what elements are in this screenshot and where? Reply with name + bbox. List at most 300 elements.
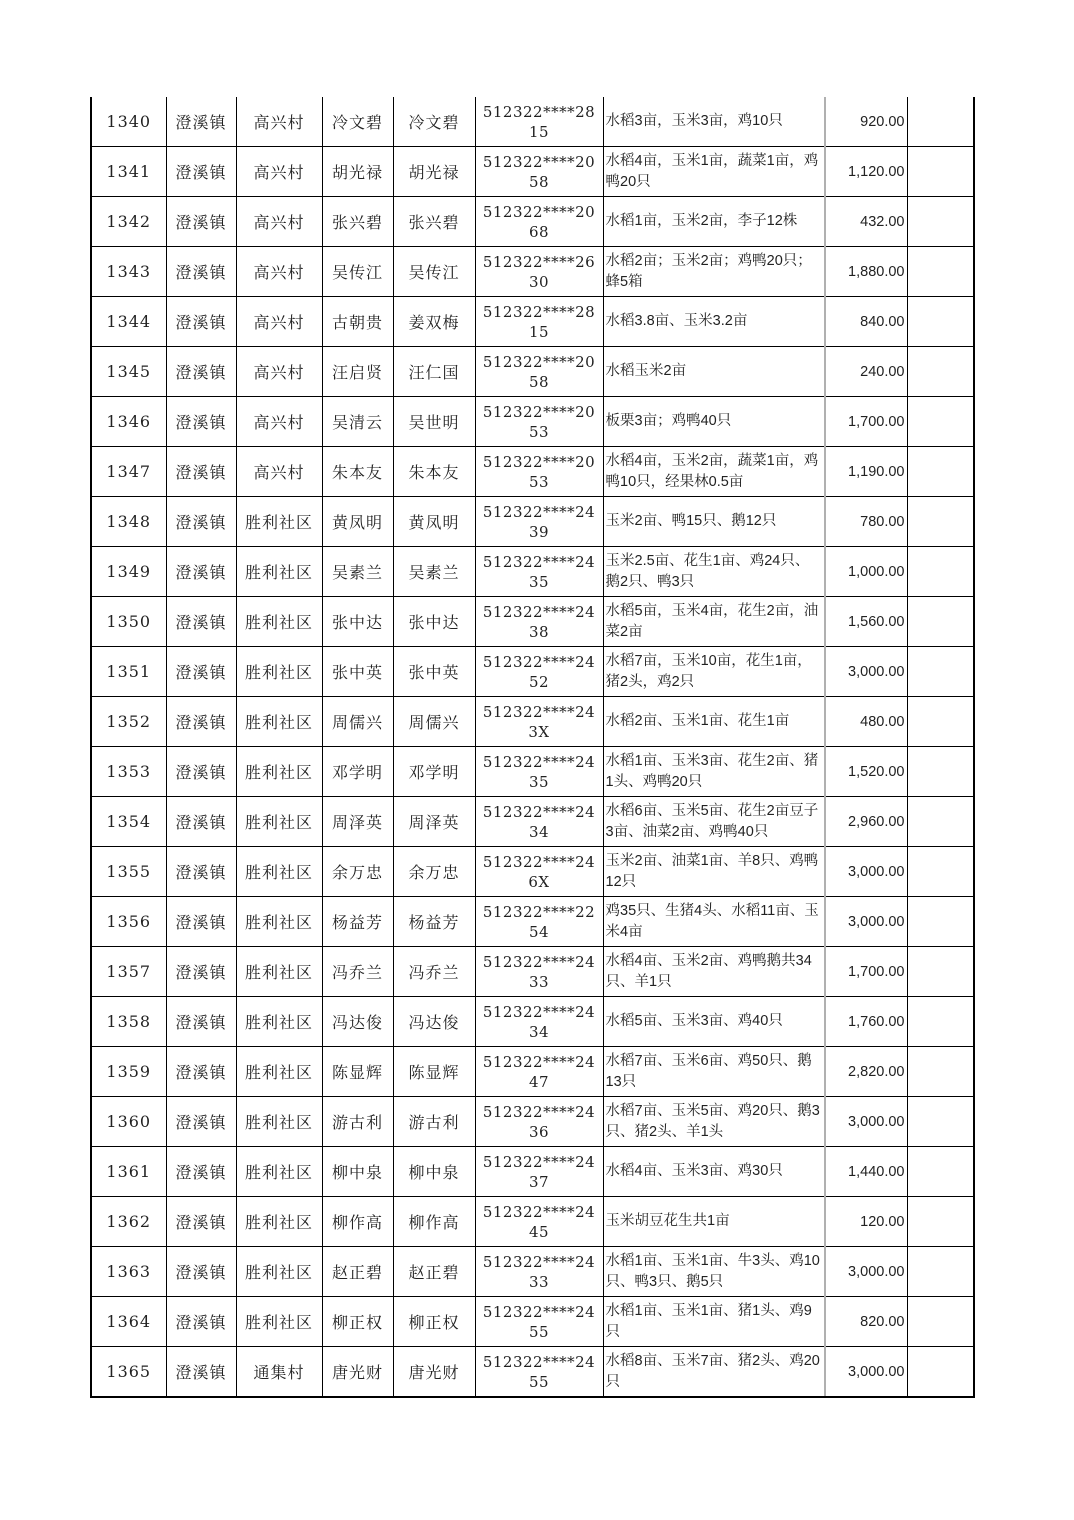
town-cell: 澄溪镇 bbox=[166, 1097, 236, 1147]
amount-cell: 240.00 bbox=[825, 347, 907, 397]
village-cell: 胜利社区 bbox=[236, 1197, 322, 1247]
id-number-cell bbox=[475, 1047, 603, 1097]
id-number-line1: 512322****24 bbox=[482, 1052, 596, 1071]
table-row bbox=[91, 1247, 974, 1297]
items-cell: 板栗3亩；鸡鸭40只 bbox=[603, 397, 825, 447]
amount-cell: 1,190.00 bbox=[825, 447, 907, 497]
id-number-cell bbox=[475, 747, 603, 797]
items-cell: 水稻5亩、玉米3亩、鸡40只 bbox=[603, 997, 825, 1047]
table-row bbox=[91, 397, 974, 447]
items-cell: 水稻1亩、玉米1亩、猪1头、鸡9只 bbox=[603, 1297, 825, 1347]
id-number-line1: 512322****24 bbox=[482, 1252, 596, 1271]
table-row bbox=[91, 1197, 974, 1247]
remarks-cell bbox=[907, 847, 974, 897]
payee-cell: 张兴碧 bbox=[393, 197, 475, 247]
id-number-line1: 512322****24 bbox=[482, 552, 596, 571]
table-row bbox=[91, 747, 974, 797]
payee-cell: 汪仁国 bbox=[393, 347, 475, 397]
id-number-line2: 15 bbox=[528, 122, 550, 141]
table-row bbox=[91, 847, 974, 897]
id-number-line2: 34 bbox=[528, 1022, 550, 1041]
name-cell: 汪启贤 bbox=[322, 347, 393, 397]
id-number-line2: 15 bbox=[528, 322, 550, 341]
id-number-line1: 512322****24 bbox=[482, 1102, 596, 1121]
payee-cell: 唐光财 bbox=[393, 1347, 475, 1398]
items-cell: 水稻4亩，玉米2亩，蔬菜1亩，鸡鸭10只，经果林0.5亩 bbox=[603, 447, 825, 497]
town-cell: 澄溪镇 bbox=[166, 647, 236, 697]
village-cell: 高兴村 bbox=[236, 447, 322, 497]
row-number: 1341 bbox=[91, 147, 166, 197]
name-cell: 张中达 bbox=[322, 597, 393, 647]
village-cell: 胜利社区 bbox=[236, 897, 322, 947]
table-row bbox=[91, 697, 974, 747]
village-cell: 高兴村 bbox=[236, 247, 322, 297]
row-number: 1353 bbox=[91, 747, 166, 797]
id-number-cell bbox=[475, 997, 603, 1047]
name-cell: 陈显辉 bbox=[322, 1047, 393, 1097]
id-number-cell bbox=[475, 97, 603, 147]
name-cell: 周儒兴 bbox=[322, 697, 393, 747]
table-row bbox=[91, 347, 974, 397]
id-number-line2: 30 bbox=[528, 272, 550, 291]
table-row bbox=[91, 647, 974, 697]
row-number: 1356 bbox=[91, 897, 166, 947]
village-cell: 高兴村 bbox=[236, 347, 322, 397]
table-row bbox=[91, 497, 974, 547]
village-cell: 胜利社区 bbox=[236, 1297, 322, 1347]
row-number: 1363 bbox=[91, 1247, 166, 1297]
amount-cell: 2,820.00 bbox=[825, 1047, 907, 1097]
id-number-cell bbox=[475, 497, 603, 547]
remarks-cell bbox=[907, 397, 974, 447]
id-number-line2: 58 bbox=[528, 172, 550, 191]
town-cell: 澄溪镇 bbox=[166, 1347, 236, 1398]
payee-cell: 冷文碧 bbox=[393, 97, 475, 147]
id-number-cell bbox=[475, 197, 603, 247]
amount-cell: 120.00 bbox=[825, 1197, 907, 1247]
id-number-line1: 512322****24 bbox=[482, 1002, 596, 1021]
remarks-cell bbox=[907, 1047, 974, 1097]
id-number-cell bbox=[475, 1297, 603, 1347]
payee-cell: 游古利 bbox=[393, 1097, 475, 1147]
table-row bbox=[91, 947, 974, 997]
village-cell: 胜利社区 bbox=[236, 997, 322, 1047]
town-cell: 澄溪镇 bbox=[166, 447, 236, 497]
town-cell: 澄溪镇 bbox=[166, 147, 236, 197]
remarks-cell bbox=[907, 547, 974, 597]
id-number-cell bbox=[475, 697, 603, 747]
village-cell: 胜利社区 bbox=[236, 547, 322, 597]
table-row bbox=[91, 1147, 974, 1197]
items-cell: 玉米2亩、油菜1亩、羊8只、鸡鸭12只 bbox=[603, 847, 825, 897]
table-row bbox=[91, 797, 974, 847]
village-cell: 胜利社区 bbox=[236, 647, 322, 697]
id-number-line1: 512322****20 bbox=[482, 152, 596, 171]
amount-cell: 920.00 bbox=[825, 97, 907, 147]
id-number-cell bbox=[475, 297, 603, 347]
payee-cell: 张中英 bbox=[393, 647, 475, 697]
amount-cell: 2,960.00 bbox=[825, 797, 907, 847]
id-number-line1: 512322****20 bbox=[482, 402, 596, 421]
id-number-line1: 512322****24 bbox=[482, 802, 596, 821]
remarks-cell bbox=[907, 497, 974, 547]
village-cell: 胜利社区 bbox=[236, 697, 322, 747]
name-cell: 吴清云 bbox=[322, 397, 393, 447]
id-number-cell bbox=[475, 597, 603, 647]
id-number-line1: 512322****24 bbox=[482, 652, 596, 671]
id-number-line2: 37 bbox=[528, 1172, 550, 1191]
items-cell: 水稻3亩，玉米3亩，鸡10只 bbox=[603, 97, 825, 147]
name-cell: 朱本友 bbox=[322, 447, 393, 497]
name-cell: 冷文碧 bbox=[322, 97, 393, 147]
row-number: 1343 bbox=[91, 247, 166, 297]
town-cell: 澄溪镇 bbox=[166, 1247, 236, 1297]
items-cell: 水稻3.8亩、玉米3.2亩 bbox=[603, 297, 825, 347]
id-number-line1: 512322****24 bbox=[482, 752, 596, 771]
row-number: 1350 bbox=[91, 597, 166, 647]
remarks-cell bbox=[907, 947, 974, 997]
town-cell: 澄溪镇 bbox=[166, 697, 236, 747]
id-number-line2: 6X bbox=[528, 872, 550, 891]
id-number-line1: 512322****24 bbox=[482, 1202, 596, 1221]
amount-cell: 1,520.00 bbox=[825, 747, 907, 797]
remarks-cell bbox=[907, 797, 974, 847]
items-cell: 鸡35只、生猪4头、水稻11亩、玉米4亩 bbox=[603, 897, 825, 947]
amount-cell: 1,700.00 bbox=[825, 947, 907, 997]
name-cell: 冯达俊 bbox=[322, 997, 393, 1047]
id-number-line2: 34 bbox=[528, 822, 550, 841]
town-cell: 澄溪镇 bbox=[166, 247, 236, 297]
records-body bbox=[91, 97, 974, 1397]
id-number-line2: 39 bbox=[528, 522, 550, 541]
id-number-cell bbox=[475, 1147, 603, 1197]
remarks-cell bbox=[907, 997, 974, 1047]
village-cell: 胜利社区 bbox=[236, 847, 322, 897]
remarks-cell bbox=[907, 1147, 974, 1197]
row-number: 1340 bbox=[91, 97, 166, 147]
id-number-line2: 53 bbox=[528, 472, 550, 491]
table-row bbox=[91, 1347, 974, 1398]
remarks-cell bbox=[907, 647, 974, 697]
row-number: 1355 bbox=[91, 847, 166, 897]
row-number: 1364 bbox=[91, 1297, 166, 1347]
items-cell: 水稻8亩、玉米7亩、猪2头、鸡20只 bbox=[603, 1347, 825, 1398]
village-cell: 胜利社区 bbox=[236, 1147, 322, 1197]
remarks-cell bbox=[907, 447, 974, 497]
row-number: 1359 bbox=[91, 1047, 166, 1097]
table-row bbox=[91, 447, 974, 497]
village-cell: 高兴村 bbox=[236, 297, 322, 347]
id-number-cell bbox=[475, 247, 603, 297]
payee-cell: 姜双梅 bbox=[393, 297, 475, 347]
village-cell: 高兴村 bbox=[236, 197, 322, 247]
remarks-cell bbox=[907, 197, 974, 247]
village-cell: 胜利社区 bbox=[236, 1047, 322, 1097]
id-number-cell bbox=[475, 797, 603, 847]
town-cell: 澄溪镇 bbox=[166, 947, 236, 997]
amount-cell: 820.00 bbox=[825, 1297, 907, 1347]
id-number-line1: 512322****24 bbox=[482, 502, 596, 521]
amount-cell: 3,000.00 bbox=[825, 647, 907, 697]
name-cell: 吴传江 bbox=[322, 247, 393, 297]
table-row bbox=[91, 597, 974, 647]
items-cell: 玉米胡豆花生共1亩 bbox=[603, 1197, 825, 1247]
row-number: 1349 bbox=[91, 547, 166, 597]
payee-cell: 陈显辉 bbox=[393, 1047, 475, 1097]
name-cell: 古朝贵 bbox=[322, 297, 393, 347]
town-cell: 澄溪镇 bbox=[166, 497, 236, 547]
items-cell: 水稻6亩、玉米5亩、花生2亩豆子3亩、油菜2亩、鸡鸭40只 bbox=[603, 797, 825, 847]
payee-cell: 吴世明 bbox=[393, 397, 475, 447]
town-cell: 澄溪镇 bbox=[166, 397, 236, 447]
payee-cell: 周儒兴 bbox=[393, 697, 475, 747]
amount-cell: 432.00 bbox=[825, 197, 907, 247]
payee-cell: 冯达俊 bbox=[393, 997, 475, 1047]
payee-cell: 赵正碧 bbox=[393, 1247, 475, 1297]
village-cell: 通集村 bbox=[236, 1347, 322, 1398]
id-number-line1: 512322****20 bbox=[482, 202, 596, 221]
id-number-line1: 512322****24 bbox=[482, 1302, 596, 1321]
items-cell: 水稻4亩、玉米2亩、鸡鸭鹅共34只、羊1只 bbox=[603, 947, 825, 997]
table-row bbox=[91, 1097, 974, 1147]
amount-cell: 840.00 bbox=[825, 297, 907, 347]
village-cell: 胜利社区 bbox=[236, 497, 322, 547]
id-number-line2: 45 bbox=[528, 1222, 550, 1241]
remarks-cell bbox=[907, 1297, 974, 1347]
row-number: 1352 bbox=[91, 697, 166, 747]
table-row bbox=[91, 897, 974, 947]
remarks-cell bbox=[907, 247, 974, 297]
items-cell: 水稻1亩，玉米2亩，李子12株 bbox=[603, 197, 825, 247]
table-row bbox=[91, 197, 974, 247]
row-number: 1342 bbox=[91, 197, 166, 247]
payee-cell: 邓学明 bbox=[393, 747, 475, 797]
village-cell: 高兴村 bbox=[236, 397, 322, 447]
items-cell: 水稻玉米2亩 bbox=[603, 347, 825, 397]
id-number-cell bbox=[475, 147, 603, 197]
id-number-line1: 512322****24 bbox=[482, 852, 596, 871]
remarks-cell bbox=[907, 347, 974, 397]
payee-cell: 张中达 bbox=[393, 597, 475, 647]
town-cell: 澄溪镇 bbox=[166, 1297, 236, 1347]
row-number: 1348 bbox=[91, 497, 166, 547]
table-row bbox=[91, 97, 974, 147]
name-cell: 周泽英 bbox=[322, 797, 393, 847]
id-number-cell bbox=[475, 397, 603, 447]
row-number: 1354 bbox=[91, 797, 166, 847]
name-cell: 黄凤明 bbox=[322, 497, 393, 547]
village-cell: 胜利社区 bbox=[236, 747, 322, 797]
amount-cell: 1,560.00 bbox=[825, 597, 907, 647]
remarks-cell bbox=[907, 597, 974, 647]
id-number-cell bbox=[475, 1097, 603, 1147]
id-number-line2: 54 bbox=[528, 922, 550, 941]
items-cell: 水稻4亩、玉米3亩、鸡30只 bbox=[603, 1147, 825, 1197]
row-number: 1346 bbox=[91, 397, 166, 447]
row-number: 1357 bbox=[91, 947, 166, 997]
id-number-cell bbox=[475, 647, 603, 697]
town-cell: 澄溪镇 bbox=[166, 797, 236, 847]
name-cell: 柳作高 bbox=[322, 1197, 393, 1247]
table-row bbox=[91, 247, 974, 297]
id-number-line2: 33 bbox=[528, 972, 550, 991]
village-cell: 胜利社区 bbox=[236, 1247, 322, 1297]
id-number-line2: 33 bbox=[528, 1272, 550, 1291]
payee-cell: 朱本友 bbox=[393, 447, 475, 497]
amount-cell: 480.00 bbox=[825, 697, 907, 747]
amount-cell: 3,000.00 bbox=[825, 1247, 907, 1297]
row-number: 1358 bbox=[91, 997, 166, 1047]
village-cell: 胜利社区 bbox=[236, 597, 322, 647]
town-cell: 澄溪镇 bbox=[166, 297, 236, 347]
payee-cell: 余万忠 bbox=[393, 847, 475, 897]
id-number-line1: 512322****24 bbox=[482, 1152, 596, 1171]
row-number: 1351 bbox=[91, 647, 166, 697]
id-number-line2: 52 bbox=[528, 672, 550, 691]
id-number-cell bbox=[475, 547, 603, 597]
row-number: 1344 bbox=[91, 297, 166, 347]
name-cell: 赵正碧 bbox=[322, 1247, 393, 1297]
remarks-cell bbox=[907, 897, 974, 947]
remarks-cell bbox=[907, 147, 974, 197]
id-number-line1: 512322****28 bbox=[482, 302, 596, 321]
amount-cell: 780.00 bbox=[825, 497, 907, 547]
amount-cell: 1,880.00 bbox=[825, 247, 907, 297]
remarks-cell bbox=[907, 1097, 974, 1147]
id-number-line2: 47 bbox=[528, 1072, 550, 1091]
village-cell: 胜利社区 bbox=[236, 797, 322, 847]
items-cell: 水稻1亩、玉米3亩、花生2亩、猪1头、鸡鸭20只 bbox=[603, 747, 825, 797]
table-row bbox=[91, 297, 974, 347]
items-cell: 水稻2亩、玉米1亩、花生1亩 bbox=[603, 697, 825, 747]
table-row bbox=[91, 547, 974, 597]
amount-cell: 3,000.00 bbox=[825, 897, 907, 947]
items-cell: 水稻5亩，玉米4亩，花生2亩，油菜2亩 bbox=[603, 597, 825, 647]
amount-cell: 1,700.00 bbox=[825, 397, 907, 447]
payee-cell: 冯乔兰 bbox=[393, 947, 475, 997]
id-number-line2: 58 bbox=[528, 372, 550, 391]
id-number-line2: 36 bbox=[528, 1122, 550, 1141]
id-number-line2: 3X bbox=[528, 722, 550, 741]
payee-cell: 柳作高 bbox=[393, 1197, 475, 1247]
items-cell: 水稻2亩；玉米2亩；鸡鸭20只；蜂5箱 bbox=[603, 247, 825, 297]
payee-cell: 杨益芳 bbox=[393, 897, 475, 947]
town-cell: 澄溪镇 bbox=[166, 847, 236, 897]
id-number-line2: 68 bbox=[528, 222, 550, 241]
table-row bbox=[91, 1297, 974, 1347]
town-cell: 澄溪镇 bbox=[166, 997, 236, 1047]
items-cell: 水稻7亩、玉米5亩、鸡20只、鹅3只、猪2头、羊1头 bbox=[603, 1097, 825, 1147]
payee-cell: 吴素兰 bbox=[393, 547, 475, 597]
id-number-line1: 512322****20 bbox=[482, 452, 596, 471]
payee-cell: 胡光禄 bbox=[393, 147, 475, 197]
amount-cell: 1,120.00 bbox=[825, 147, 907, 197]
id-number-cell bbox=[475, 1247, 603, 1297]
id-number-line1: 512322****26 bbox=[482, 252, 596, 271]
village-cell: 高兴村 bbox=[236, 97, 322, 147]
name-cell: 余万忠 bbox=[322, 847, 393, 897]
name-cell: 胡光禄 bbox=[322, 147, 393, 197]
village-cell: 高兴村 bbox=[236, 147, 322, 197]
remarks-cell bbox=[907, 297, 974, 347]
name-cell: 柳中泉 bbox=[322, 1147, 393, 1197]
id-number-line2: 53 bbox=[528, 422, 550, 441]
name-cell: 游古利 bbox=[322, 1097, 393, 1147]
items-cell: 水稻7亩，玉米10亩，花生1亩，猪2头，鸡2只 bbox=[603, 647, 825, 697]
name-cell: 唐光财 bbox=[322, 1347, 393, 1398]
remarks-cell bbox=[907, 697, 974, 747]
id-number-line1: 512322****28 bbox=[482, 102, 596, 121]
town-cell: 澄溪镇 bbox=[166, 897, 236, 947]
amount-cell: 3,000.00 bbox=[825, 1347, 907, 1398]
payee-cell: 柳中泉 bbox=[393, 1147, 475, 1197]
items-cell: 水稻1亩、玉米1亩、牛3头、鸡10只、鸭3只、鹅5只 bbox=[603, 1247, 825, 1297]
items-cell: 水稻7亩、玉米6亩、鸡50只、鹅13只 bbox=[603, 1047, 825, 1097]
name-cell: 邓学明 bbox=[322, 747, 393, 797]
id-number-line1: 512322****24 bbox=[482, 952, 596, 971]
village-cell: 胜利社区 bbox=[236, 1097, 322, 1147]
id-number-line2: 35 bbox=[528, 572, 550, 591]
row-number: 1362 bbox=[91, 1197, 166, 1247]
remarks-cell bbox=[907, 1247, 974, 1297]
row-number: 1345 bbox=[91, 347, 166, 397]
payee-cell: 柳正权 bbox=[393, 1297, 475, 1347]
id-number-line1: 512322****20 bbox=[482, 352, 596, 371]
id-number-line2: 55 bbox=[528, 1322, 550, 1341]
town-cell: 澄溪镇 bbox=[166, 347, 236, 397]
id-number-line1: 512322****22 bbox=[482, 902, 596, 921]
amount-cell: 1,440.00 bbox=[825, 1147, 907, 1197]
id-number-line1: 512322****24 bbox=[482, 702, 596, 721]
payee-cell: 周泽英 bbox=[393, 797, 475, 847]
table-row bbox=[91, 147, 974, 197]
amount-cell: 1,000.00 bbox=[825, 547, 907, 597]
table-row bbox=[91, 997, 974, 1047]
name-cell: 张兴碧 bbox=[322, 197, 393, 247]
amount-cell: 3,000.00 bbox=[825, 1097, 907, 1147]
id-number-cell bbox=[475, 897, 603, 947]
name-cell: 冯乔兰 bbox=[322, 947, 393, 997]
id-number-cell bbox=[475, 1197, 603, 1247]
items-cell: 水稻4亩，玉米1亩，蔬菜1亩，鸡鸭20只 bbox=[603, 147, 825, 197]
id-number-line2: 55 bbox=[528, 1372, 550, 1391]
town-cell: 澄溪镇 bbox=[166, 97, 236, 147]
town-cell: 澄溪镇 bbox=[166, 547, 236, 597]
id-number-line1: 512322****24 bbox=[482, 602, 596, 621]
row-number: 1365 bbox=[91, 1347, 166, 1398]
remarks-cell bbox=[907, 97, 974, 147]
remarks-cell bbox=[907, 1347, 974, 1398]
name-cell: 柳正权 bbox=[322, 1297, 393, 1347]
id-number-cell bbox=[475, 847, 603, 897]
remarks-cell bbox=[907, 1197, 974, 1247]
payee-cell: 黄凤明 bbox=[393, 497, 475, 547]
id-number-line1: 512322****24 bbox=[482, 1352, 596, 1371]
town-cell: 澄溪镇 bbox=[166, 1197, 236, 1247]
town-cell: 澄溪镇 bbox=[166, 1147, 236, 1197]
remarks-cell bbox=[907, 747, 974, 797]
name-cell: 杨益芳 bbox=[322, 897, 393, 947]
town-cell: 澄溪镇 bbox=[166, 1047, 236, 1097]
payee-cell: 吴传江 bbox=[393, 247, 475, 297]
town-cell: 澄溪镇 bbox=[166, 747, 236, 797]
village-cell: 胜利社区 bbox=[236, 947, 322, 997]
id-number-cell bbox=[475, 947, 603, 997]
id-number-cell bbox=[475, 447, 603, 497]
items-cell: 玉米2亩、鸭15只、鹅12只 bbox=[603, 497, 825, 547]
records-table bbox=[90, 97, 975, 1398]
amount-cell: 1,760.00 bbox=[825, 997, 907, 1047]
